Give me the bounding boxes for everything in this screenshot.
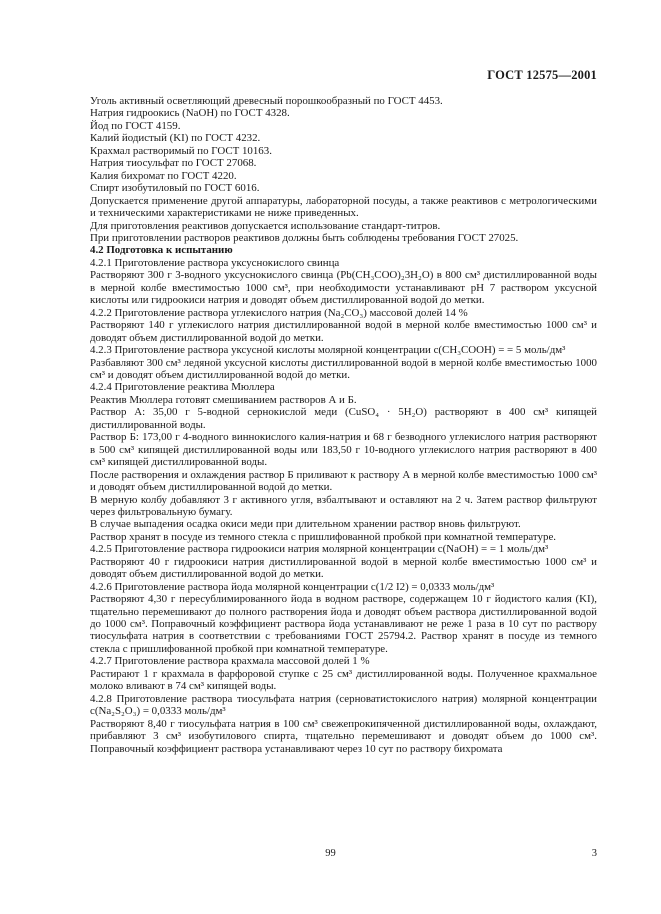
paragraph: Реактив Мюллера готовят смешиванием растворов А и Б. <box>90 393 357 406</box>
paragraph: Растворяют 40 г гидроокиси натрия дистиллированной водой в мерной колбе вместимостью 1000 см³ и доводят объем дистиллированной водой до метки. <box>90 555 597 581</box>
paragraph: При приготовлении растворов реактивов должны быть соблюдены требования ГОСТ 27025. <box>90 231 519 244</box>
paragraph: Раствор А: 35,00 г 5-водной сернокислой меди (CuSO₄ · 5H₂O) растворяют в 400 см³ кипящей дистиллированной воды. <box>90 406 597 431</box>
reagent-line: Натрия гидроокись (NaOH) по ГОСТ 4328. <box>90 107 290 120</box>
paragraph: Допускается применение другой аппаратуры, лабораторной посуды, а также реактивов с метрологическими и техническими характеристиками не ниже приведенных. <box>90 194 597 220</box>
paragraph: Растворяют 140 г углекислого натрия дистиллированной водой в мерной колбе вместимостью 1000 см³ и доводят объем дистиллированной водой до метки. <box>90 319 597 344</box>
reagent-line: Натрия тиосульфат по ГОСТ 27068. <box>90 157 257 170</box>
paragraph: Разбавляют 300 см³ ледяной уксусной кислоты дистиллированной водой в мерной колбе вместимостью 1000 см³ и доводят объем дистиллированной водой до метки. <box>90 356 597 381</box>
paragraph: Раствор Б: 173,00 г 4-водного виннокислого калия-натрия и 68 г безводного углекислого натрия растворяют в 500 см³ кипящей дистиллированной воды или 183,50 г 10-водного углекислого натрия растворяют в 400 см³ кипящей дистиллированной воды. <box>90 431 597 469</box>
paragraph: Растирают 1 г крахмала в фарфоровой ступке с 25 см³ дистиллированной воды. Полученное крахмальное молоко вливают в 74 см³ кипящей воды. <box>90 667 597 693</box>
subsection-heading: 4.2.1 Приготовление раствора уксуснокислого свинца <box>90 256 340 269</box>
paragraph: Раствор хранят в посуде из темного стекла с пришлифованной пробкой при комнатной температуре. <box>90 530 556 543</box>
standard-header: ГОСТ 12575—2001 <box>487 68 597 82</box>
sheet-number: 3 <box>591 848 597 859</box>
paragraph: В случае выпадения осадка окиси меди при длительном хранении раствор вновь фильтруют. <box>90 518 521 531</box>
reagent-line: Спирт изобутиловый по ГОСТ 6016. <box>90 182 260 195</box>
reagent-line: Крахмал растворимый по ГОСТ 10163. <box>90 144 272 157</box>
paragraph: В мерную колбу добавляют 3 г активного угля, взбалтывают и оставляют на 2 ч. Затем раствор фильтруют через фильтровальную бумагу. <box>90 493 597 518</box>
paragraph: Растворяют 4,30 г пересублимированного йода в водном растворе, содержащем 10 г йодистого калия (KI), тщательно перемешивают до полного растворения йода и доводят объем раствора дистиллированной водой до 1000 см³. Поправочный коэффициент раствора йода устанавливают не реже 1 раза в 10 сут по раствору тиосульфата натрия в соответствии с требованиями ГОСТ 25794.2. Раствор хранят в посуде из темного стекла с пришлифованной пробкой при комнатной температуре. <box>90 593 597 655</box>
section-heading: 4.2 Подготовка к испытанию <box>90 244 233 257</box>
reagent-line: Калий йодистый (KI) по ГОСТ 4232. <box>90 132 261 145</box>
document-body <box>90 95 597 755</box>
reagent-line: Калия бихромат по ГОСТ 4220. <box>90 169 237 182</box>
paragraph: Растворяют 8,40 г тиосульфата натрия в 100 см³ свежепрокипяченной дистиллированной воды, охлаждают, прибавляют 3 см³ изобутилового спирта, тщательно перемешивают и доводят объем до 1000 см³. Поправочный коэффициент раствора устанавливают через 10 сут по раствору бихромата <box>90 717 597 755</box>
paragraph: После растворения и охлаждения раствор Б приливают к раствору А в мерной колбе вместимостью 1000 см³ и доводят объем дистиллированной водой до метки. <box>90 468 597 494</box>
subsection-heading: 4.2.6 Приготовление раствора йода молярной концентрации c(1/2 I2) = 0,0333 моль/дм³ <box>90 580 495 593</box>
subsection-heading: 4.2.3 Приготовление раствора уксусной кислоты молярной концентрации c(CH₃COOH) = = 5 моль/дм³ <box>90 344 566 357</box>
reagent-line: Уголь активный осветляющий древесный порошкообразный по ГОСТ 4453. <box>90 95 443 107</box>
subsection-heading: 4.2.8 Приготовление раствора тиосульфата натрия (серноватистокислого натрия) молярной концентрации c(Na₂S₂O₃) = 0,0333 моль/дм³ <box>90 692 597 718</box>
paragraph: Растворяют 300 г 3-водного уксуснокислого свинца (Pb(CH₃COO)₂3H₂O) в 800 см³ дистиллированной воды в мерной колбе вместимостью 1000 см³, при необходимости устанавливают pH 7 раствором уксусной кислоты или гидроокиси натрия и доводят объем дистиллированной водой до метки. <box>90 269 597 307</box>
subsection-heading: 4.2.4 Приготовление реактива Мюллера <box>90 381 275 394</box>
subsection-heading: 4.2.5 Приготовление раствора гидроокиси натрия молярной концентрации c(NaOH) = = 1 моль/дм³ <box>90 543 549 556</box>
page-number: 99 <box>325 848 336 859</box>
reagent-line: Йод по ГОСТ 4159. <box>90 119 181 132</box>
subsection-heading: 4.2.7 Приготовление раствора крахмала массовой долей 1 % <box>90 655 370 668</box>
paragraph: Для приготовления реактивов допускается использование стандарт-титров. <box>90 219 441 232</box>
subsection-heading: 4.2.2 Приготовление раствора углекислого натрия (Na₂CO₃) массовой долей 14 % <box>90 306 468 319</box>
